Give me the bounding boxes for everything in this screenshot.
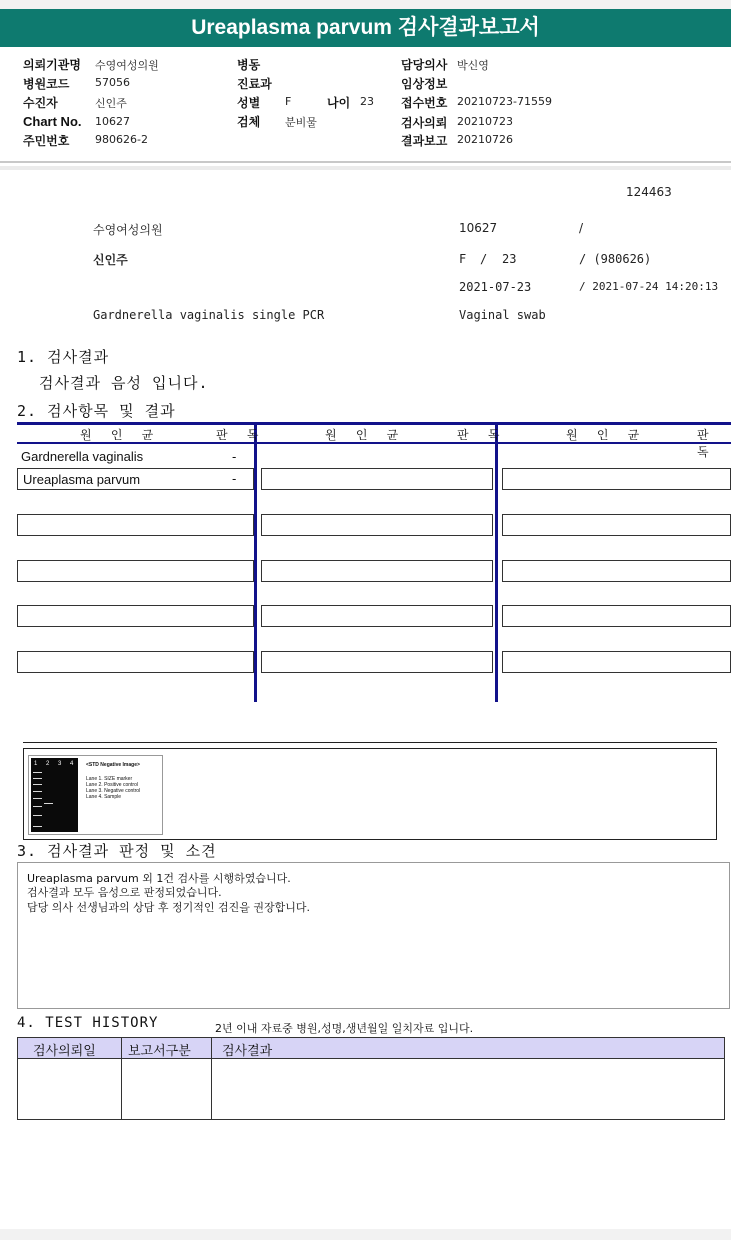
header-divider	[0, 161, 731, 163]
header-value: 20210723	[457, 115, 513, 128]
header-label: 성별	[237, 96, 261, 110]
table-top-rule	[17, 422, 731, 425]
table-column-divider	[495, 422, 498, 702]
result-cell	[261, 560, 493, 582]
header-label: 임상정보	[401, 77, 448, 91]
header-label: 의뢰기관명	[23, 58, 81, 72]
header-value: 신인주	[95, 97, 127, 110]
result-cell	[502, 514, 731, 536]
header-value: 20210723-71559	[457, 95, 552, 108]
header-label: Chart No.	[23, 114, 82, 129]
header-label: 담당의사	[401, 58, 448, 72]
patient-name: 신인주	[93, 253, 128, 267]
gel-legend-item: Lane 1. SIZE marker	[86, 776, 133, 782]
col-header-pathogen: 원 인 균	[566, 428, 646, 442]
report-title: Ureaplasma parvum 검사결과보고서	[0, 9, 731, 47]
report-datetime: / 2021-07-24 14:20:13	[579, 280, 719, 293]
top-strip	[0, 0, 731, 9]
result-cell	[261, 605, 493, 627]
header-label: 결과보고	[401, 134, 448, 148]
gel-lane-number: 1	[34, 761, 38, 767]
header-value: 20210726	[457, 133, 513, 146]
result-cell	[261, 651, 493, 673]
header-value: 박신영	[457, 59, 489, 72]
gel-legend-item: Lane 4. Sample	[86, 794, 122, 800]
header-label: 검사의뢰	[401, 116, 448, 130]
pathogen-name: Gardnerella vaginalis	[21, 449, 144, 464]
section2-title: 2. 검사항목 및 결과	[17, 402, 176, 420]
history-col-header: 검사의뢰일	[33, 1044, 96, 1059]
header-label: 주민번호	[23, 134, 70, 148]
section1-result: 검사결과 음성 입니다.	[39, 374, 209, 392]
history-col-header: 검사결과	[222, 1044, 273, 1059]
history-col-divider	[211, 1037, 212, 1120]
request-date: 2021-07-23	[459, 280, 532, 294]
history-note: 2년 이내 자료중 병원,성명,생년월일 일치자료 입니다.	[215, 1022, 474, 1035]
result-cell	[502, 651, 731, 673]
header-value: 10627	[95, 115, 130, 128]
col-header-pathogen: 원 인 균	[325, 428, 405, 442]
header-label: 병원코드	[23, 77, 70, 91]
gel-divider	[23, 742, 717, 743]
header-divider-shadow	[0, 166, 731, 170]
result-cell	[502, 468, 731, 490]
header-value: 분비물	[285, 116, 317, 129]
header-label: 진료과	[237, 77, 272, 91]
header-label: 접수번호	[401, 96, 448, 110]
result-cell	[261, 468, 493, 490]
hospital-name: 수영여성의원	[93, 223, 163, 237]
chart-number: 10627	[459, 221, 498, 235]
gel-band	[33, 784, 42, 785]
report-number: 124463	[626, 185, 672, 199]
pathogen-result: -	[232, 449, 237, 464]
bottom-strip	[0, 1229, 731, 1240]
section1-title: 1. 검사결과	[17, 348, 110, 366]
opinion-line: Ureaplasma parvum 외 1건 검사를 시행하였습니다.	[27, 872, 291, 885]
patient-age: 23	[502, 252, 517, 266]
section4-title: 4. TEST HISTORY	[17, 1015, 159, 1031]
header-value: 23	[360, 95, 374, 108]
header-label: 검체	[237, 115, 261, 129]
opinion-line: 담당 의사 선생님과의 상담 후 정기적인 검진을 권장합니다.	[27, 901, 310, 914]
result-cell	[17, 560, 254, 582]
header-value: 수영여성의원	[95, 59, 159, 72]
gel-band	[33, 778, 42, 779]
col-header-result: 판 독	[216, 428, 265, 442]
col-header-pathogen: 원 인 균	[80, 428, 160, 442]
gel-band	[33, 815, 42, 816]
patient-birth: / (980626)	[579, 252, 652, 266]
gel-band	[33, 826, 42, 827]
gel-photo	[31, 758, 78, 832]
result-cell	[17, 651, 254, 673]
header-label: 나이	[327, 96, 351, 110]
gel-legend-item: Lane 2. Positive control	[86, 782, 138, 788]
gel-band	[44, 803, 53, 804]
pathogen-result: -	[232, 471, 237, 486]
opinion-line: 검사결과 모두 음성으로 판정되었습니다.	[27, 886, 222, 899]
gel-lane-number: 3	[58, 761, 62, 767]
gel-lane-number: 2	[46, 761, 50, 767]
pathogen-name: Ureaplasma parvum	[23, 472, 141, 487]
gel-lane-number: 4	[70, 761, 74, 767]
table-column-divider	[254, 422, 257, 702]
gel-band	[33, 791, 42, 792]
gel-band	[33, 772, 42, 773]
history-table-header	[17, 1037, 725, 1059]
col-header-result: 판 독	[457, 428, 506, 442]
gel-band	[33, 806, 42, 807]
test-name: Gardnerella vaginalis single PCR	[93, 308, 325, 322]
result-cell	[502, 605, 731, 627]
patient-sex: F	[459, 252, 467, 266]
header-value: 980626-2	[95, 133, 148, 146]
history-col-header: 보고서구분	[128, 1044, 191, 1059]
header-value: 57056	[95, 76, 130, 89]
gel-legend-item: Lane 3. Negative control	[86, 788, 141, 794]
history-col-divider	[121, 1037, 122, 1120]
gel-legend-title: <STD Negative Image>	[86, 762, 140, 768]
result-cell	[17, 605, 254, 627]
col-header-result: 판 독	[697, 428, 715, 459]
result-cell	[261, 514, 493, 536]
result-cell	[17, 514, 254, 536]
header-label: 병동	[237, 58, 261, 72]
specimen: Vaginal swab	[459, 308, 546, 322]
section3-title: 3. 검사결과 판정 및 소견	[17, 842, 217, 860]
header-label: 수진자	[23, 96, 58, 110]
header-value: F	[285, 95, 292, 108]
separator: /	[480, 252, 488, 266]
gel-band	[33, 798, 42, 799]
separator: /	[579, 221, 584, 235]
result-cell	[502, 560, 731, 582]
